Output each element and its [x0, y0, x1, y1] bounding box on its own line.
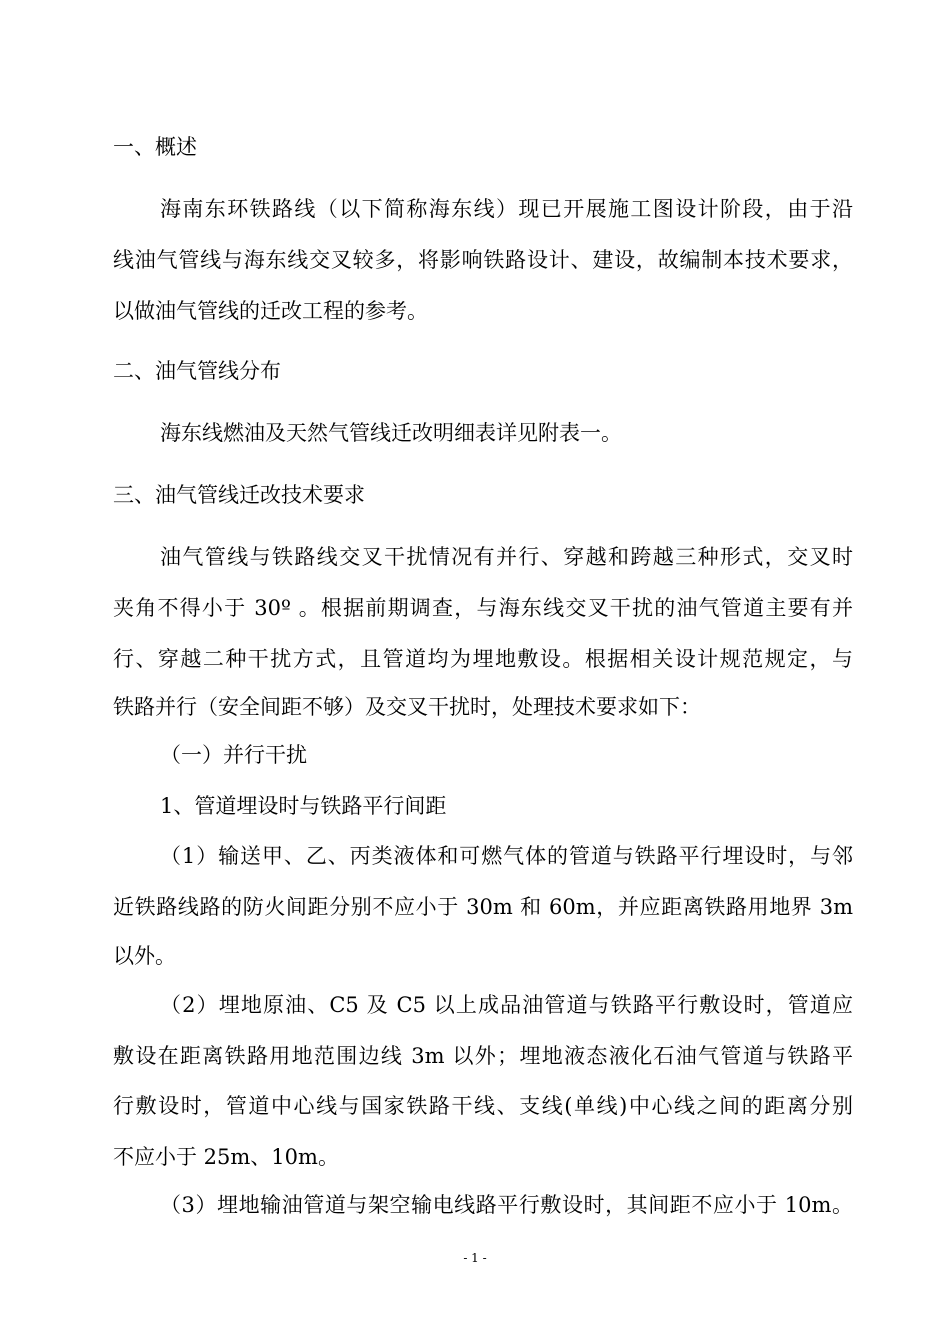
clause-1-line-1: （1）输送甲、乙、丙类液体和可燃气体的管道与铁路平行埋设时，与邻	[160, 844, 853, 868]
paragraph-requirements-line-4: 铁路并行（安全间距不够）及交叉干扰时，处理技术要求如下：	[113, 695, 701, 719]
clause-3: （3）埋地输油管道与架空输电线路平行敷设时，其间距不应小于 10m。	[160, 1193, 853, 1217]
clause-1-line-2: 近铁路线路的防火间距分别不应小于 30m 和 60m，并应距离铁路用地界 3m	[113, 895, 853, 919]
clause-2-line-4: 不应小于 25m、10m。	[113, 1145, 339, 1169]
paragraph-overview-line-1: 海南东环铁路线（以下简称海东线）现已开展施工图设计阶段，由于沿	[160, 197, 853, 221]
paragraph-overview-line-3: 以做油气管线的迁改工程的参考。	[113, 299, 428, 323]
paragraph-overview-line-2: 线油气管线与海东线交叉较多，将影响铁路设计、建设，故编制本技术要求，	[113, 248, 853, 272]
paragraph-requirements-line-2: 夹角不得小于 30º 。根据前期调查，与海东线交叉干扰的油气管道主要有并	[113, 596, 853, 620]
section-heading-distribution: 二、油气管线分布	[113, 359, 281, 383]
paragraph-requirements-line-1: 油气管线与铁路线交叉干扰情况有并行、穿越和跨越三种形式，交叉时	[160, 545, 853, 569]
clause-2-line-1: （2）埋地原油、C5 及 C5 以上成品油管道与铁路平行敷设时，管道应	[160, 993, 853, 1017]
clause-2-line-3: 行敷设时，管道中心线与国家铁路干线、支线(单线)中心线之间的距离分别	[113, 1094, 853, 1118]
subheading-parallel-interference: （一）并行干扰	[160, 743, 307, 767]
paragraph-distribution: 海东线燃油及天然气管线迁改明细表详见附表一。	[160, 421, 622, 445]
section-heading-requirements: 三、油气管线迁改技术要求	[113, 483, 365, 507]
page-number: - 1 -	[463, 1251, 487, 1265]
clause-1-line-3: 以外。	[113, 944, 176, 968]
item-pipeline-parallel-spacing: 1、管道埋设时与铁路平行间距	[160, 794, 447, 818]
section-heading-overview: 一、概述	[113, 135, 197, 159]
paragraph-requirements-line-3: 行、穿越二种干扰方式，且管道均为埋地敷设。根据相关设计规范规定，与	[113, 647, 853, 671]
clause-2-line-2: 敷设在距离铁路用地范围边线 3m 以外；埋地液态液化石油气管道与铁路平	[113, 1044, 853, 1068]
